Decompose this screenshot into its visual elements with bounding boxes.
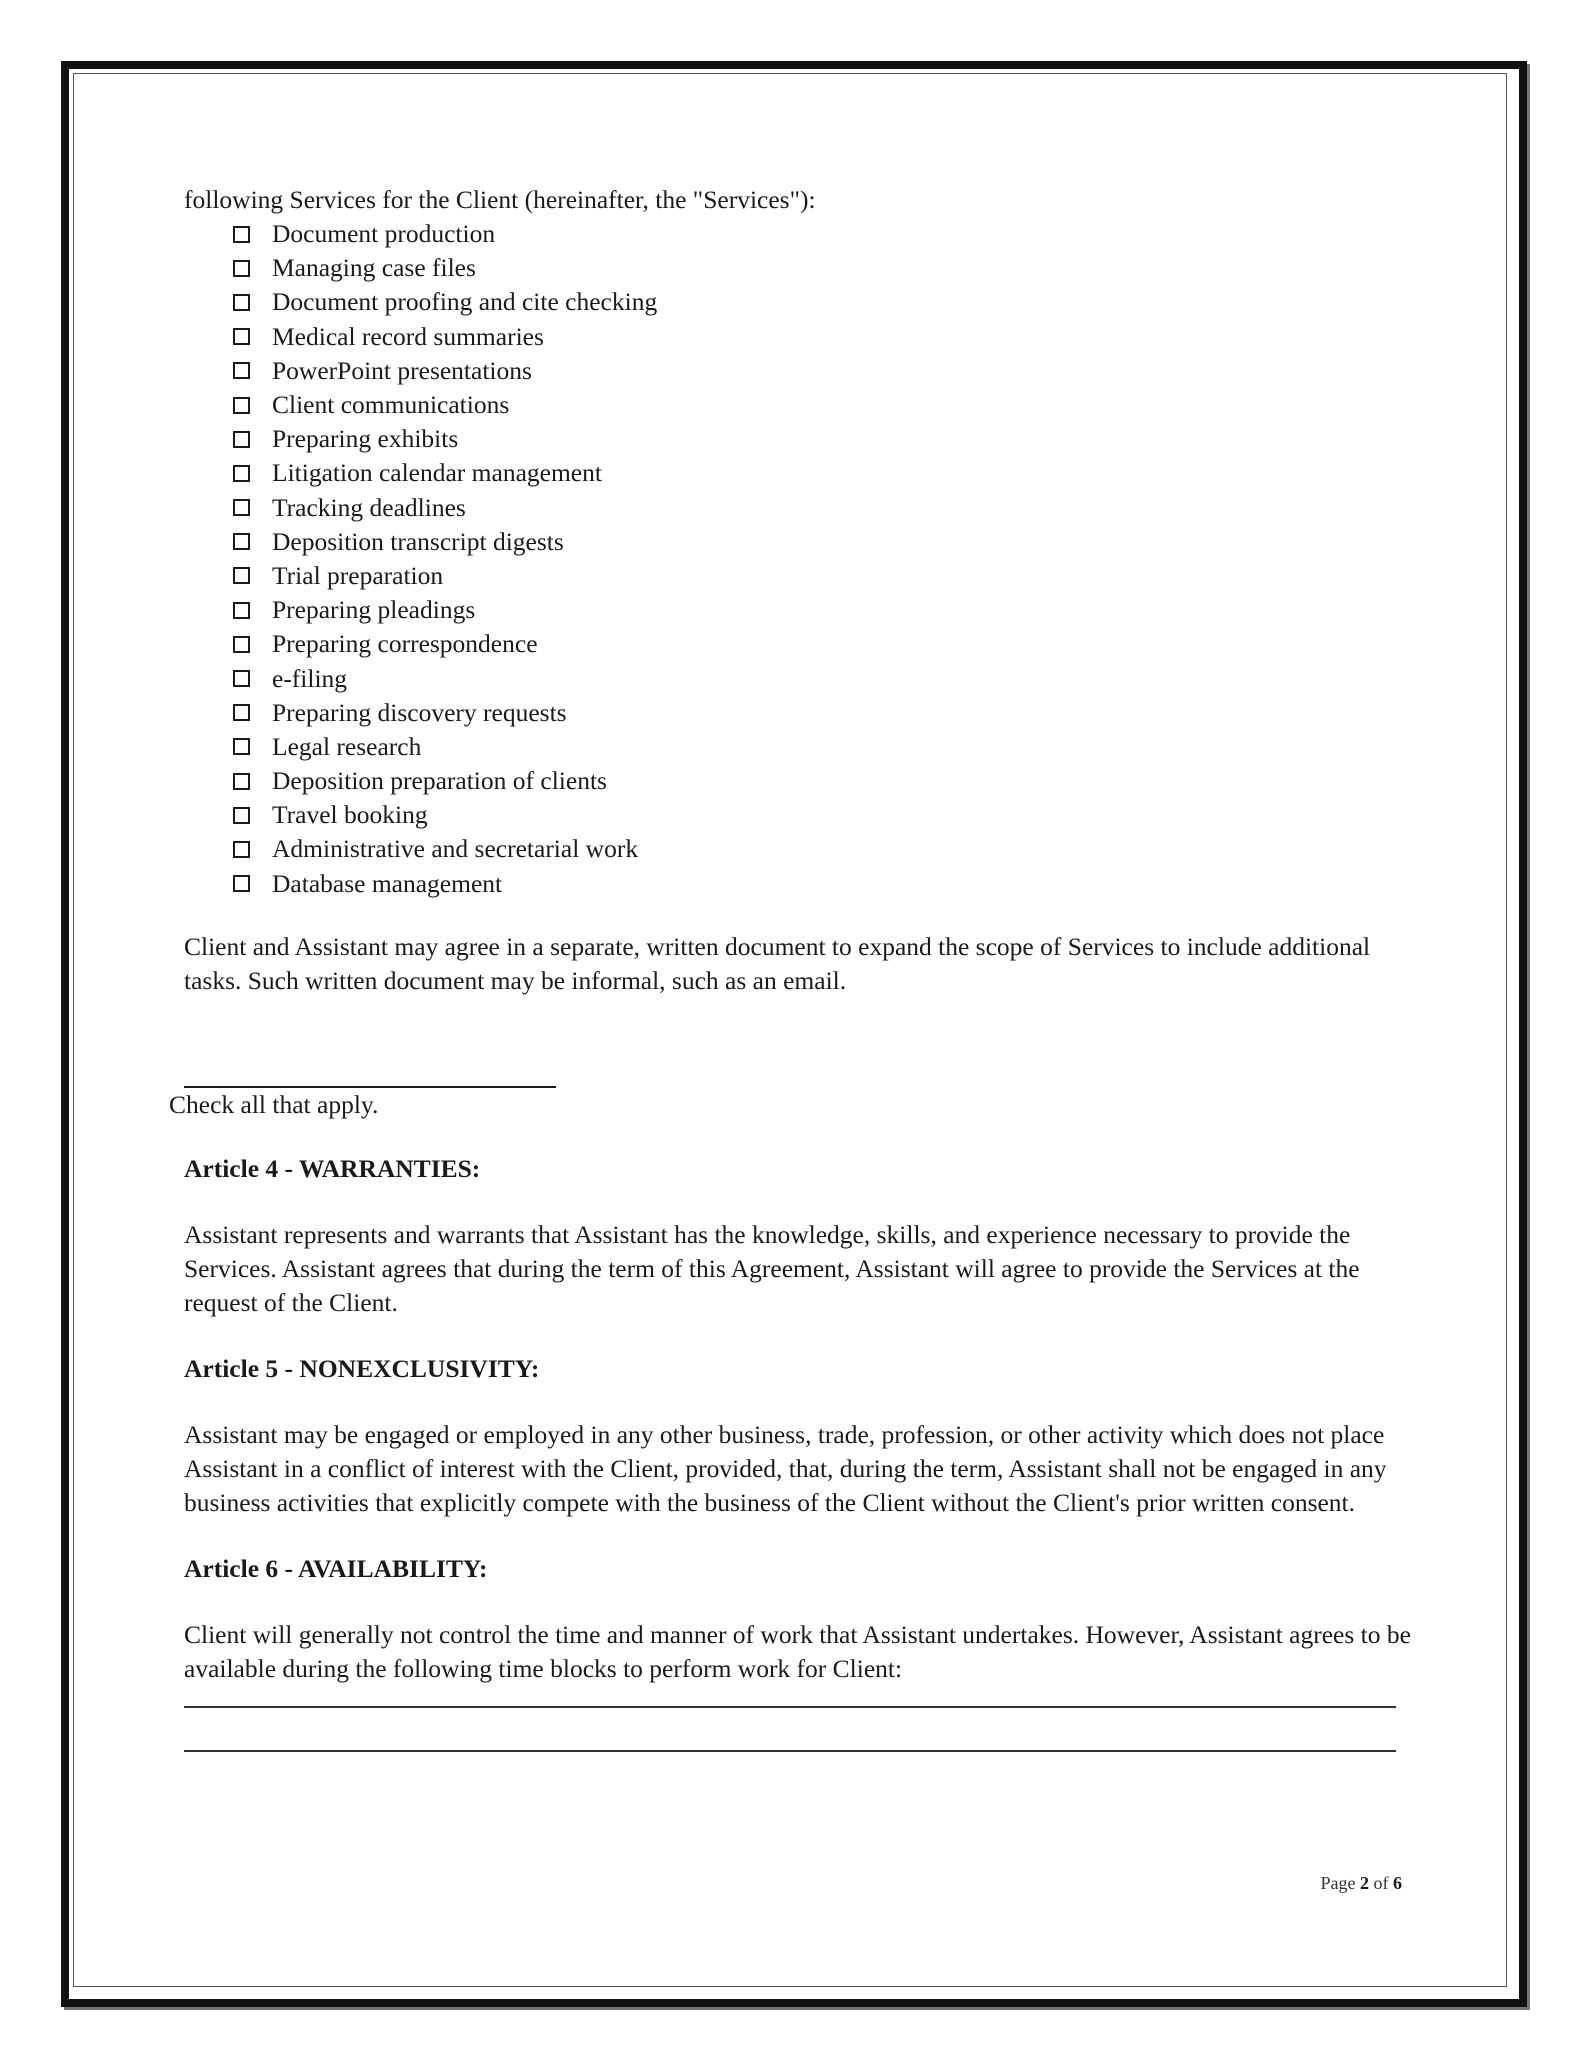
- service-label: PowerPoint presentations: [272, 355, 532, 385]
- service-item: [233, 320, 1424, 354]
- checkbox-icon[interactable]: [233, 260, 250, 277]
- service-label: Medical record summaries: [272, 321, 544, 351]
- service-label: Deposition preparation of clients: [272, 766, 607, 796]
- checkbox-icon[interactable]: [233, 465, 250, 482]
- service-label: Managing case files: [272, 253, 476, 283]
- checkbox-icon[interactable]: [233, 533, 250, 550]
- service-item: [233, 764, 1424, 798]
- service-item: [233, 627, 1424, 661]
- availability-blank-line-2[interactable]: [184, 1750, 1396, 1752]
- of-word: of: [1373, 1873, 1389, 1893]
- scope-paragraph: Client and Assistant may agree in a separate, written document to expand the scope of Services to include additional tasks. Such written document may be informal, such as an email.: [184, 931, 1371, 995]
- checkbox-icon[interactable]: [233, 773, 250, 790]
- checkbox-icon[interactable]: [233, 636, 250, 653]
- service-item: [233, 422, 1424, 456]
- checkbox-icon[interactable]: [233, 431, 250, 448]
- service-label: Preparing discovery requests: [272, 697, 567, 727]
- checkbox-icon[interactable]: [233, 602, 250, 619]
- article-4-heading: Article 4 - WARRANTIES:: [184, 1153, 481, 1183]
- service-label: Preparing pleadings: [272, 595, 476, 625]
- service-label: Database management: [272, 868, 503, 898]
- service-label: Litigation calendar management: [272, 458, 602, 488]
- checkbox-icon[interactable]: [233, 567, 250, 584]
- checkbox-icon[interactable]: [233, 397, 250, 414]
- article-4-body: Assistant represents and warrants that Assistant has the knowledge, skills, and experience necessary to provide the Services. Assistant agrees that during the term of this Agreement, Assistant will agree to provide the Services at the request of the Client.: [184, 1219, 1360, 1317]
- service-item: [233, 354, 1424, 388]
- page-total: 6: [1393, 1873, 1402, 1893]
- service-item: [233, 388, 1424, 422]
- page-current: 2: [1360, 1873, 1369, 1893]
- service-item: [233, 559, 1424, 593]
- service-label: Document production: [272, 219, 496, 249]
- article-6-heading: Article 6 - AVAILABILITY:: [184, 1553, 488, 1583]
- document-body: [169, 183, 1424, 1752]
- service-label: Preparing correspondence: [272, 629, 538, 659]
- service-label: Trial preparation: [272, 560, 444, 590]
- service-item: [233, 867, 1424, 901]
- service-item: [233, 661, 1424, 695]
- service-label: Deposition transcript digests: [272, 526, 564, 556]
- page-word: Page: [1320, 1873, 1356, 1893]
- article-5-heading: Article 5 - NONEXCLUSIVITY:: [184, 1353, 540, 1383]
- article-6-body: Client will generally not control the time and manner of work that Assistant undertakes. However, Assistant agrees to be available during the following time blocks to perform work for Client:: [184, 1619, 1411, 1683]
- checkbox-icon[interactable]: [233, 362, 250, 379]
- checkbox-icon[interactable]: [233, 841, 250, 858]
- page-number: [1250, 1873, 1402, 1894]
- checkbox-icon[interactable]: [233, 226, 250, 243]
- service-item: [233, 593, 1424, 627]
- services-checklist: [184, 217, 1424, 901]
- check-note: Check all that apply.: [169, 1089, 379, 1119]
- service-label: Administrative and secretarial work: [272, 834, 639, 864]
- service-label: Client communications: [272, 390, 510, 420]
- service-label: Document proofing and cite checking: [272, 287, 658, 317]
- checkbox-icon[interactable]: [233, 704, 250, 721]
- service-item: [233, 832, 1424, 866]
- service-item: [233, 491, 1424, 525]
- service-label: Legal research: [272, 731, 422, 761]
- service-label: e-filing: [272, 663, 348, 693]
- service-item: [233, 730, 1424, 764]
- checkbox-icon[interactable]: [233, 328, 250, 345]
- service-item: [233, 251, 1424, 285]
- checkbox-icon[interactable]: [233, 294, 250, 311]
- checkbox-icon[interactable]: [233, 670, 250, 687]
- service-item: [233, 456, 1424, 490]
- article-5-body: Assistant may be engaged or employed in any other business, trade, profession, or other activity which does not place Assistant in a conflict of interest with the Client, provided, that, during the term, Assistant shall not be engaged in any business activities that explicitly compete with the business of the Client without the Client's prior written consent.: [184, 1419, 1387, 1517]
- intro-line: following Services for the Client (hereinafter, the "Services"):: [184, 185, 816, 214]
- checkbox-icon[interactable]: [233, 499, 250, 516]
- service-label: Travel booking: [272, 800, 428, 830]
- service-item: [233, 696, 1424, 730]
- service-item: [233, 525, 1424, 559]
- service-item: [233, 217, 1424, 251]
- checkbox-icon[interactable]: [233, 738, 250, 755]
- checkbox-icon[interactable]: [233, 875, 250, 892]
- service-label: Preparing exhibits: [272, 424, 459, 454]
- service-item: [233, 798, 1424, 832]
- service-label: Tracking deadlines: [272, 492, 466, 522]
- service-item: [233, 285, 1424, 319]
- checkbox-icon[interactable]: [233, 807, 250, 824]
